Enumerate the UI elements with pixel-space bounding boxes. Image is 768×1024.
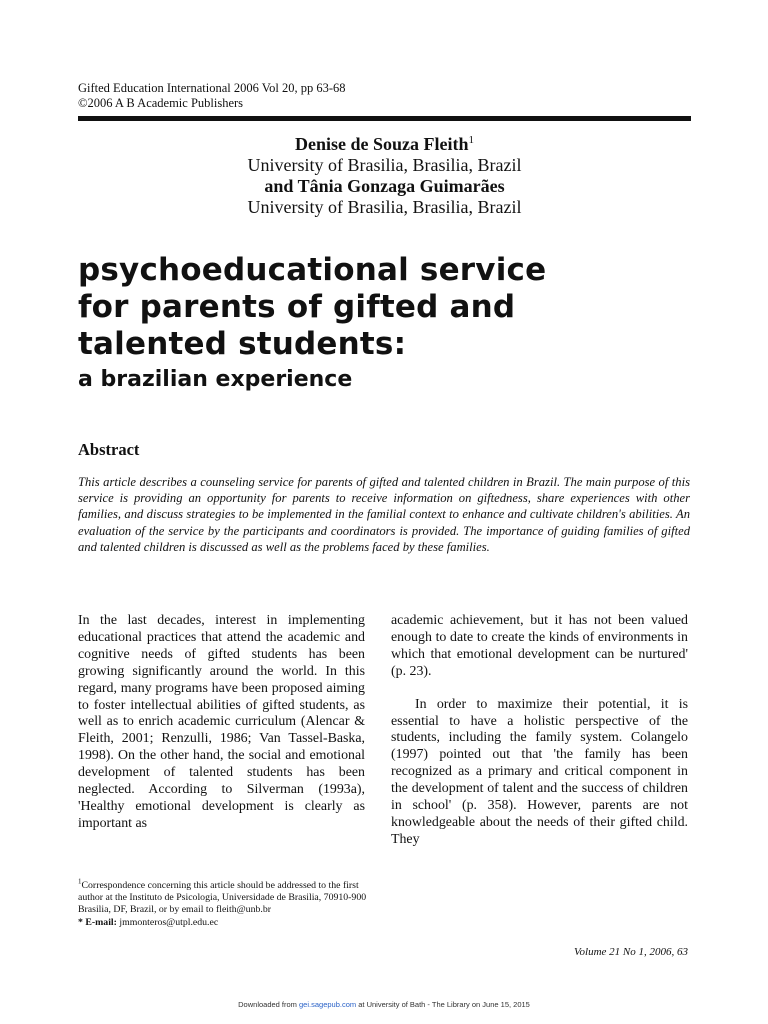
footnote-mark: 1 [78, 877, 82, 886]
body-paragraph: academic achievement, but it has not been valued enough to date to create the kinds of environments in which that emotional development can be nurtured' (p. 23). [391, 613, 688, 679]
abstract-text: This article describes a counseling service for parents of gifted and talented children in Brazil. The main purpose of this service is providing an opportunity for parents to receive information on giftedness, share experiences with other families, and discuss strategies to be implemented in the familial context to enhance and cultivate children's abilities. An evaluation of the service by the participants and coordinators is provided. The importance of guiding families of gifted and talented children is discussed as well as the problems faced by these families. [78, 475, 690, 554]
body-paragraph: In the last decades, interest in implementing educational practices that attend the academic and cognitive needs of gifted students has been growing significantly around the world. In this regard, many programs have been proposed aiming to foster intellectual abilities of gifted students, as well as to enrich academic curriculum (Alencar & Fleith, 2001; Renzulli, 1986; Van Tassel-Baska, 1998). On the other hand, the social and emotional development of talented students has been neglected. According to Silverman (1993a), 'Healthy emotional development is clearly as important as [78, 613, 365, 831]
body-column-right [391, 613, 688, 849]
download-suffix: at University of Bath - The Library on June 15, 2015 [356, 1000, 530, 1009]
download-notice [0, 1000, 768, 1009]
download-prefix: Downloaded from [238, 1000, 300, 1009]
title-line-1: psychoeducational service [78, 252, 547, 288]
author2-name: and Tânia Gonzaga Guimarães [264, 176, 505, 196]
author1-name: Denise de Souza Fleith [295, 134, 469, 154]
author2-affiliation: University of Brasilia, Brasilia, Brazil [247, 197, 522, 217]
title-line-3: talented students: [78, 326, 407, 362]
article-subtitle: a brazilian experience [78, 367, 353, 392]
author-block [78, 134, 691, 218]
author1-affiliation: University of Brasilia, Brasilia, Brazil [247, 155, 522, 175]
abstract-heading: Abstract [78, 440, 140, 459]
publisher-copyright: ©2006 A B Academic Publishers [78, 96, 244, 110]
volume-page-number: Volume 21 No 1, 2006, 63 [574, 946, 688, 958]
email-label: * E-mail: [78, 916, 117, 928]
footnote [78, 877, 378, 929]
body-paragraph: In order to maximize their potential, it is essential to have a holistic perspective of the students, including the family system. Colangelo (1997) pointed out that 'the family has been recognized as a primary and critical component in the development of talent and the success of children in school' (p. 358). However, parents are not knowledgeable about the needs of their gifted child. They [391, 696, 688, 847]
journal-citation: Gifted Education International 2006 Vol 20, pp 63-68 [78, 81, 346, 95]
footnote-text: Correspondence concerning this article should be addressed to the first author at the Instituto de Psicologia, Universidade de Brasilia, 70910-900 Brasilia, DF, Brazil, or by email to fleith@unb.br [78, 880, 367, 916]
title-line-2: for parents of gifted and [78, 289, 516, 325]
email-value: jmmonteros@utpl.edu.ec [119, 916, 219, 928]
journal-header [78, 81, 346, 111]
article-title [78, 252, 698, 363]
download-link[interactable]: gei.sagepub.com [299, 1000, 357, 1009]
author1-footnote-mark: 1 [468, 134, 474, 146]
body-column-left [78, 613, 365, 833]
header-rule [78, 116, 691, 121]
